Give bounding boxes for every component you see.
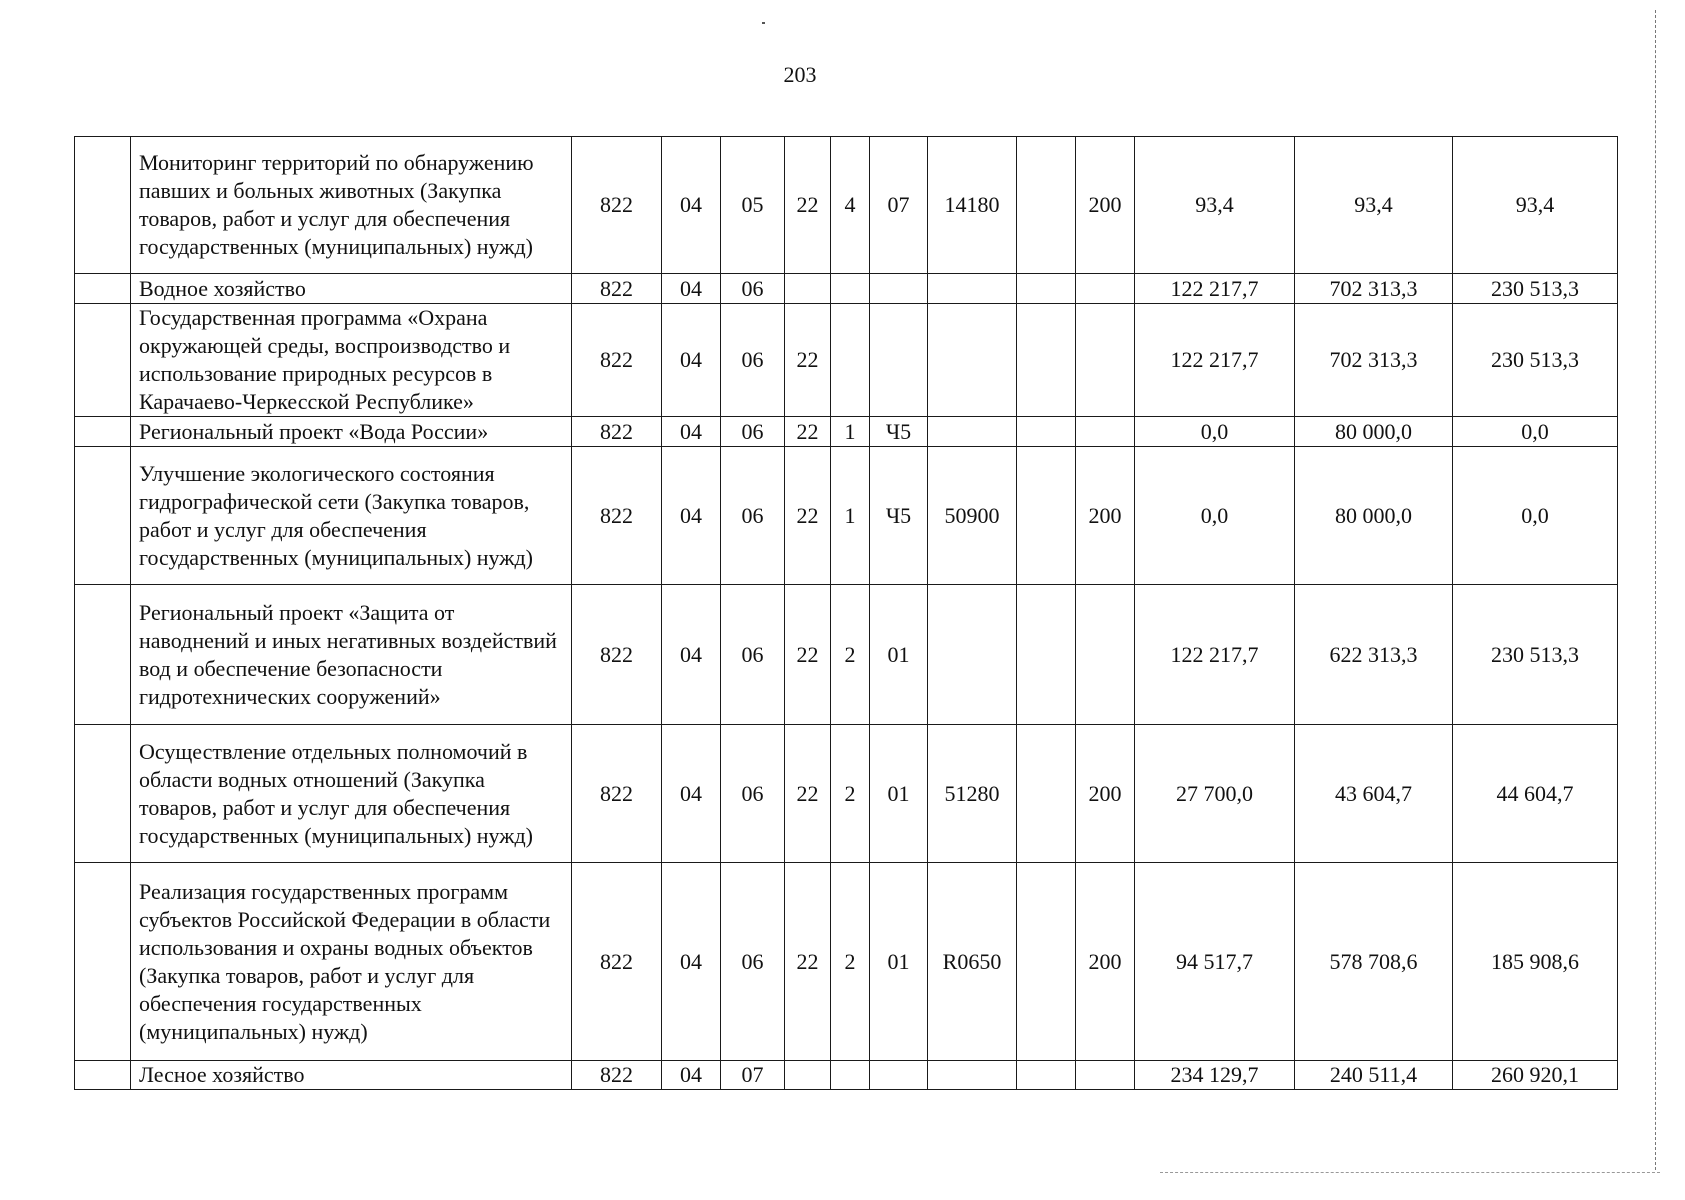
- cell-c8: [1017, 304, 1076, 417]
- row-number-cell: [75, 274, 131, 304]
- cell-c5: 2: [831, 585, 870, 725]
- row-name-cell: Реализация государственных программ субъектов Российской Федерации в области использования и охраны водных объектов (Закупка товаров, работ и услуг для обеспечения государственных (муниципальных) нужд): [131, 863, 572, 1061]
- cell-c5: [831, 1061, 870, 1090]
- cell-v2: 80 000,0: [1295, 447, 1453, 585]
- cell-v3: 0,0: [1453, 447, 1618, 585]
- cell-v2: 622 313,3: [1295, 585, 1453, 725]
- cell-c3: 06: [721, 304, 785, 417]
- cell-c6: 07: [870, 137, 928, 274]
- row-name-cell: Осуществление отдельных полномочий в области водных отношений (Закупка товаров, работ и услуг для обеспечения государственных (муниципальных) нужд): [131, 725, 572, 863]
- cell-v2: 702 313,3: [1295, 304, 1453, 417]
- row-number-cell: [75, 304, 131, 417]
- cell-c8: [1017, 447, 1076, 585]
- row-name-cell: Водное хозяйство: [131, 274, 572, 304]
- table-row: [75, 137, 1618, 274]
- cell-c1: 822: [572, 417, 662, 447]
- cell-c4: 22: [785, 417, 831, 447]
- cell-v2: 43 604,7: [1295, 725, 1453, 863]
- cell-c8: [1017, 417, 1076, 447]
- cell-c1: 822: [572, 137, 662, 274]
- cell-c2: 04: [662, 447, 721, 585]
- cell-c9: 200: [1076, 137, 1135, 274]
- row-number-cell: [75, 1061, 131, 1090]
- table-row: [75, 725, 1618, 863]
- cell-c2: 04: [662, 725, 721, 863]
- table-row: [75, 447, 1618, 585]
- scan-bottom-line: [1160, 1172, 1660, 1173]
- cell-c1: 822: [572, 447, 662, 585]
- budget-table: [74, 136, 1618, 1090]
- cell-c3: 06: [721, 725, 785, 863]
- cell-c6: 01: [870, 863, 928, 1061]
- cell-c3: 06: [721, 863, 785, 1061]
- cell-c6: 01: [870, 585, 928, 725]
- cell-c2: 04: [662, 585, 721, 725]
- cell-c4: 22: [785, 585, 831, 725]
- row-number-cell: [75, 417, 131, 447]
- cell-c6: Ч5: [870, 447, 928, 585]
- cell-v1: 94 517,7: [1135, 863, 1295, 1061]
- cell-c7: 50900: [928, 447, 1017, 585]
- cell-c1: 822: [572, 725, 662, 863]
- cell-c3: 06: [721, 585, 785, 725]
- row-name-cell: Региональный проект «Защита от наводнений и иных негативных воздействий вод и обеспечение безопасности гидротехнических сооружений»: [131, 585, 572, 725]
- cell-c7: [928, 585, 1017, 725]
- cell-c6: [870, 274, 928, 304]
- cell-v1: 122 217,7: [1135, 585, 1295, 725]
- cell-c1: 822: [572, 863, 662, 1061]
- cell-v3: 93,4: [1453, 137, 1618, 274]
- cell-c7: R0650: [928, 863, 1017, 1061]
- cell-v3: 230 513,3: [1453, 585, 1618, 725]
- cell-c2: 04: [662, 1061, 721, 1090]
- cell-c8: [1017, 725, 1076, 863]
- cell-c5: 2: [831, 725, 870, 863]
- cell-v1: 122 217,7: [1135, 274, 1295, 304]
- cell-c1: 822: [572, 1061, 662, 1090]
- cell-v3: 230 513,3: [1453, 304, 1618, 417]
- scan-edge-line: [1655, 10, 1656, 1170]
- page-number: 203: [783, 62, 817, 87]
- cell-c4: 22: [785, 725, 831, 863]
- cell-c9: [1076, 1061, 1135, 1090]
- row-number-cell: [75, 863, 131, 1061]
- cell-c8: [1017, 137, 1076, 274]
- cell-c3: 05: [721, 137, 785, 274]
- cell-c5: 4: [831, 137, 870, 274]
- cell-c6: [870, 304, 928, 417]
- cell-c5: 1: [831, 447, 870, 585]
- cell-v2: 702 313,3: [1295, 274, 1453, 304]
- cell-c6: Ч5: [870, 417, 928, 447]
- row-number-cell: [75, 725, 131, 863]
- cell-c6: [870, 1061, 928, 1090]
- cell-c1: 822: [572, 304, 662, 417]
- cell-c7: 51280: [928, 725, 1017, 863]
- cell-c4: 22: [785, 137, 831, 274]
- cell-c1: 822: [572, 585, 662, 725]
- cell-c7: [928, 417, 1017, 447]
- table-row: [75, 585, 1618, 725]
- cell-v3: 230 513,3: [1453, 274, 1618, 304]
- cell-c2: 04: [662, 274, 721, 304]
- cell-v1: 0,0: [1135, 417, 1295, 447]
- cell-v3: 260 920,1: [1453, 1061, 1618, 1090]
- cell-c9: 200: [1076, 447, 1135, 585]
- table-row: [75, 274, 1618, 304]
- cell-v2: 80 000,0: [1295, 417, 1453, 447]
- cell-c9: [1076, 274, 1135, 304]
- cell-c9: [1076, 304, 1135, 417]
- cell-c7: 14180: [928, 137, 1017, 274]
- cell-c8: [1017, 274, 1076, 304]
- table-row: [75, 863, 1618, 1061]
- cell-c2: 04: [662, 863, 721, 1061]
- table-row: [75, 1061, 1618, 1090]
- cell-v1: 122 217,7: [1135, 304, 1295, 417]
- row-name-cell: Улучшение экологического состояния гидрографической сети (Закупка товаров, работ и услуг для обеспечения государственных (муниципальных) нужд): [131, 447, 572, 585]
- cell-c2: 04: [662, 417, 721, 447]
- cell-c4: [785, 1061, 831, 1090]
- cell-c8: [1017, 585, 1076, 725]
- cell-c3: 06: [721, 274, 785, 304]
- cell-c3: 06: [721, 417, 785, 447]
- cell-c3: 06: [721, 447, 785, 585]
- cell-c7: [928, 1061, 1017, 1090]
- row-name-cell: Мониторинг территорий по обнаружению павших и больных животных (Закупка товаров, работ и услуг для обеспечения государственных (муниципальных) нужд): [131, 137, 572, 274]
- cell-c5: [831, 304, 870, 417]
- cell-c5: [831, 274, 870, 304]
- cell-c5: 2: [831, 863, 870, 1061]
- cell-v2: 240 511,4: [1295, 1061, 1453, 1090]
- cell-c1: 822: [572, 274, 662, 304]
- row-name-cell: Региональный проект «Вода России»: [131, 417, 572, 447]
- cell-c4: 22: [785, 447, 831, 585]
- cell-c4: 22: [785, 863, 831, 1061]
- cell-v1: 27 700,0: [1135, 725, 1295, 863]
- cell-v2: 93,4: [1295, 137, 1453, 274]
- cell-c9: 200: [1076, 725, 1135, 863]
- cell-c9: 200: [1076, 863, 1135, 1061]
- table-row: [75, 417, 1618, 447]
- cell-c6: 01: [870, 725, 928, 863]
- cell-c9: [1076, 585, 1135, 725]
- cell-c8: [1017, 1061, 1076, 1090]
- cell-v2: 578 708,6: [1295, 863, 1453, 1061]
- cell-v1: 93,4: [1135, 137, 1295, 274]
- row-number-cell: [75, 447, 131, 585]
- cell-c8: [1017, 863, 1076, 1061]
- row-number-cell: [75, 137, 131, 274]
- cell-v1: 234 129,7: [1135, 1061, 1295, 1090]
- cell-c4: 22: [785, 304, 831, 417]
- cell-c5: 1: [831, 417, 870, 447]
- cell-c4: [785, 274, 831, 304]
- cell-c2: 04: [662, 304, 721, 417]
- cell-c3: 07: [721, 1061, 785, 1090]
- cell-c7: [928, 304, 1017, 417]
- row-name-cell: Государственная программа «Охрана окружающей среды, воспроизводство и использование природных ресурсов в Карачаево-Черкесской Республике»: [131, 304, 572, 417]
- scan-speck: [762, 22, 765, 24]
- cell-v3: 44 604,7: [1453, 725, 1618, 863]
- cell-v3: 0,0: [1453, 417, 1618, 447]
- cell-v3: 185 908,6: [1453, 863, 1618, 1061]
- cell-c9: [1076, 417, 1135, 447]
- cell-v1: 0,0: [1135, 447, 1295, 585]
- row-number-cell: [75, 585, 131, 725]
- cell-c7: [928, 274, 1017, 304]
- cell-c2: 04: [662, 137, 721, 274]
- row-name-cell: Лесное хозяйство: [131, 1061, 572, 1090]
- table-row: [75, 304, 1618, 417]
